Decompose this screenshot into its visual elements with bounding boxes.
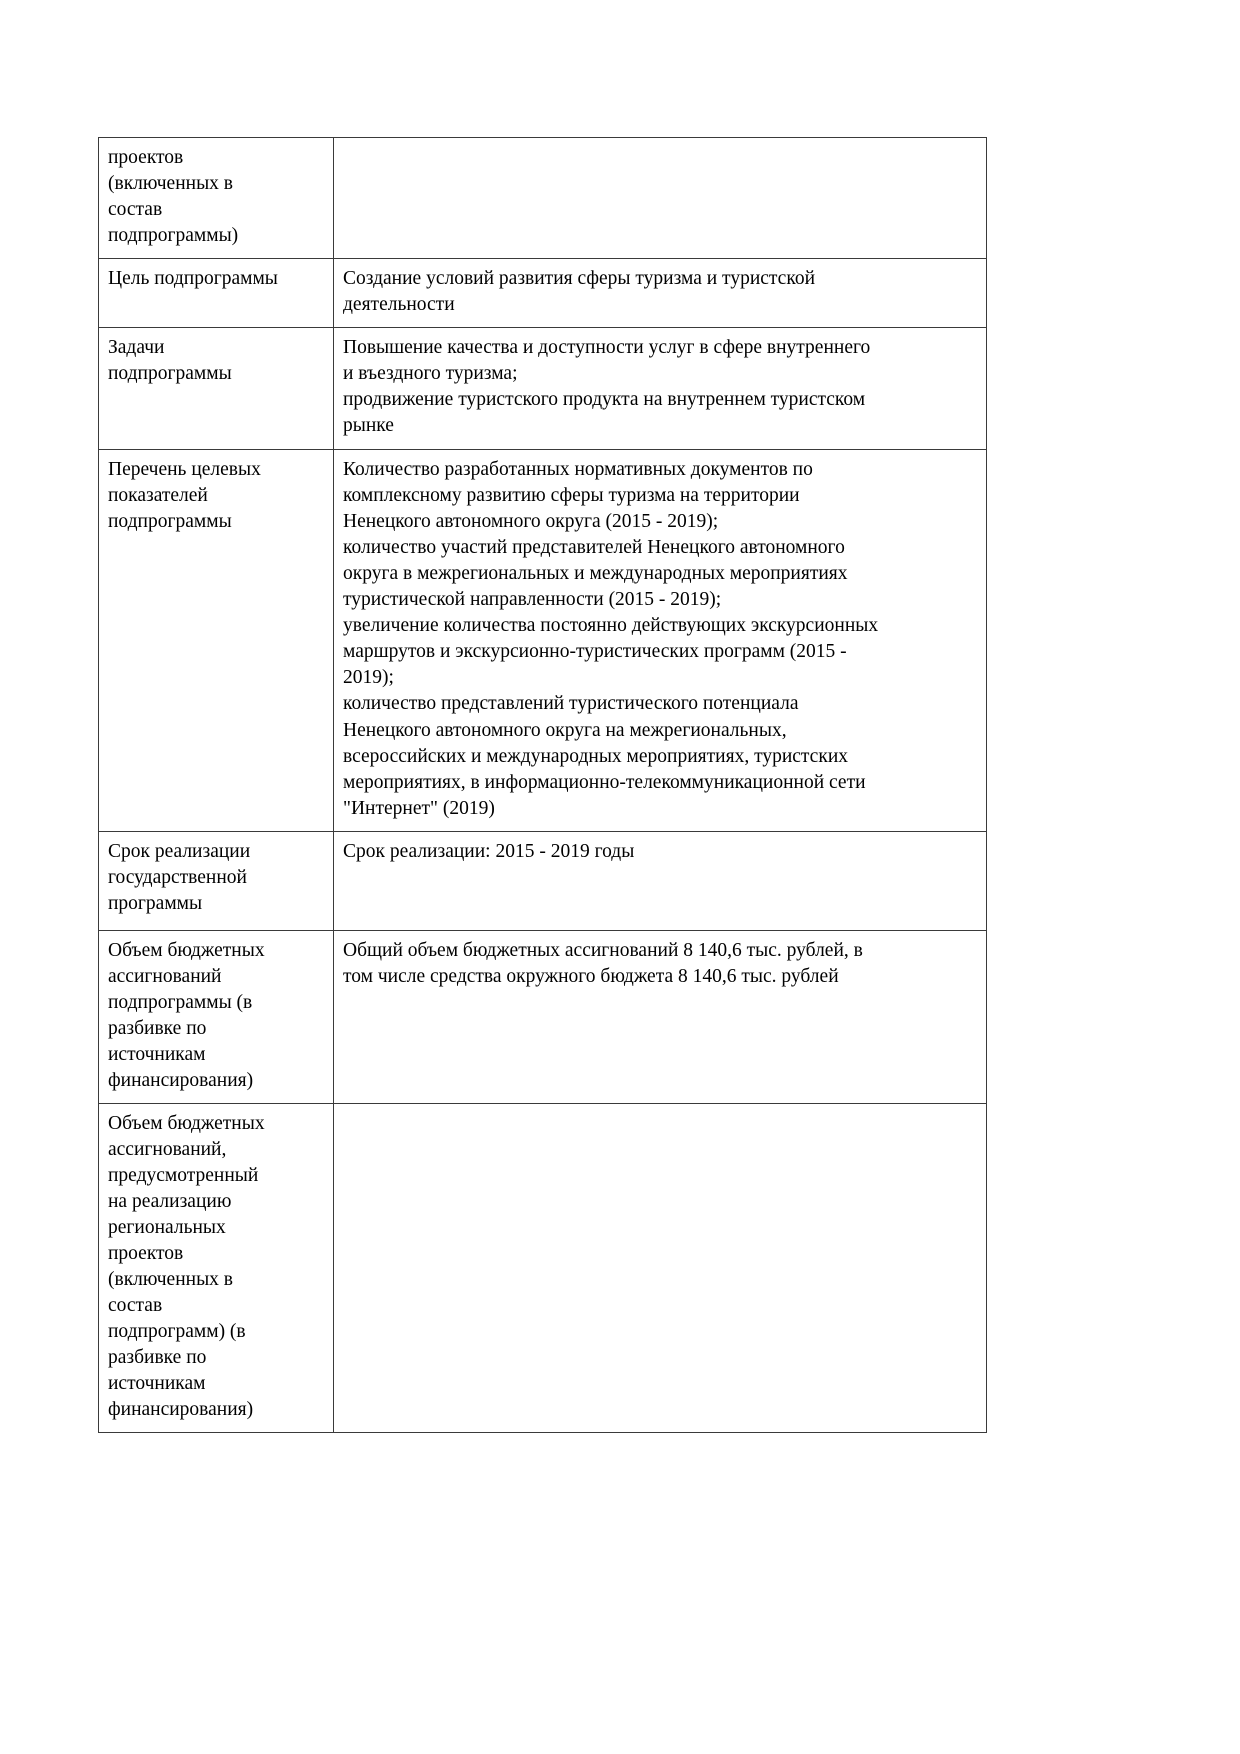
label-line: проектов	[108, 1242, 184, 1264]
label-line: подпрограммы	[108, 511, 232, 533]
value-line: количество представлений туристического потенциала	[343, 693, 799, 715]
label-line: источникам	[108, 1043, 206, 1065]
label-line: предусмотренный	[108, 1164, 259, 1186]
value-line: продвижение туристского продукта на внутреннем туристском	[343, 389, 866, 411]
label-line: подпрограммы (в	[108, 991, 253, 1013]
label-line: Перечень целевых	[108, 459, 261, 481]
label-line: ассигнований,	[108, 1138, 227, 1160]
value-line: мероприятиях, в информационно-телекоммуникационной сети	[343, 771, 866, 793]
row-value-cell	[334, 1103, 987, 1432]
row-label-cell	[99, 328, 334, 450]
label-line: подпрограмм) (в	[108, 1321, 246, 1343]
value-line: Повышение качества и доступности услуг в сфере внутреннего	[343, 337, 871, 359]
row-label-cell	[99, 259, 334, 328]
value-line: туристической направленности (2015 - 2019);	[343, 589, 722, 611]
row-value-cell	[334, 831, 987, 930]
value-line: 2019);	[343, 667, 394, 689]
table-row	[99, 138, 987, 259]
value-line: Количество разработанных нормативных документов по	[343, 459, 813, 481]
value-line: и въездного туризма;	[343, 363, 518, 385]
label-line: подпрограммы	[108, 363, 232, 385]
value-line: Общий объем бюджетных ассигнований 8 140,6 тыс. рублей, в	[343, 939, 863, 961]
label-line: Объем бюджетных	[108, 1112, 265, 1134]
value-line: "Интернет" (2019)	[343, 797, 495, 819]
label-line: Срок реализации	[108, 840, 251, 862]
value-line: рынке	[343, 415, 394, 437]
label-line: разбивке по	[108, 1017, 207, 1039]
label-line: разбивке по	[108, 1347, 207, 1369]
label-line: Цель подпрограммы	[108, 268, 278, 290]
value-line: том числе средства окружного бюджета 8 140,6 тыс. рублей	[343, 965, 839, 987]
label-line: состав	[108, 199, 163, 221]
table-row	[99, 259, 987, 328]
label-line: на реализацию	[108, 1190, 232, 1212]
value-line: Создание условий развития сферы туризма и туристской	[343, 268, 815, 290]
row-value-cell	[334, 328, 987, 450]
row-label-cell	[99, 450, 334, 831]
label-line: ассигнований	[108, 965, 222, 987]
label-line: Задачи	[108, 337, 165, 359]
label-line: государственной	[108, 866, 247, 888]
label-line: программы	[108, 892, 203, 914]
label-line: показателей	[108, 485, 208, 507]
row-value-cell	[334, 450, 987, 831]
row-value-cell	[334, 138, 987, 259]
label-line: региональных	[108, 1216, 226, 1238]
table-row	[99, 1103, 987, 1432]
value-line: маршрутов и экскурсионно-туристических программ (2015 -	[343, 641, 847, 663]
value-line: увеличение количества постоянно действующих экскурсионных	[343, 615, 879, 637]
value-line: Срок реализации: 2015 - 2019 годы	[343, 840, 635, 862]
row-value-cell	[334, 259, 987, 328]
label-line: Объем бюджетных	[108, 939, 265, 961]
program-passport-table-container	[98, 137, 948, 1433]
label-line: проектов	[108, 147, 184, 168]
value-line: всероссийских и международных мероприятиях, туристских	[343, 745, 849, 767]
label-line: (включенных в	[108, 1269, 233, 1290]
value-line: Ненецкого автономного округа на межрегиональных,	[343, 719, 787, 741]
label-line: финансирования)	[108, 1399, 254, 1421]
label-line: финансирования)	[108, 1069, 254, 1091]
table-row	[99, 328, 987, 450]
row-value-cell	[334, 930, 987, 1103]
row-label-cell	[99, 831, 334, 930]
row-label-cell	[99, 1103, 334, 1432]
table-row	[99, 831, 987, 930]
table-body	[99, 138, 987, 1433]
table-row	[99, 450, 987, 831]
value-line: деятельности	[343, 294, 455, 316]
label-line: подпрограммы)	[108, 225, 239, 247]
value-line: округа в межрегиональных и международных мероприятиях	[343, 563, 848, 585]
program-passport-table	[98, 137, 987, 1433]
label-line: (включенных в	[108, 173, 233, 195]
row-label-cell	[99, 930, 334, 1103]
row-label-cell	[99, 138, 334, 259]
value-line: Ненецкого автономного округа (2015 - 2019);	[343, 511, 719, 533]
value-line: комплексному развитию сферы туризма на территории	[343, 485, 800, 507]
table-row	[99, 930, 987, 1103]
value-line: количество участий представителей Ненецкого автономного	[343, 537, 845, 559]
label-line: источникам	[108, 1373, 206, 1395]
label-line: состав	[108, 1295, 163, 1317]
